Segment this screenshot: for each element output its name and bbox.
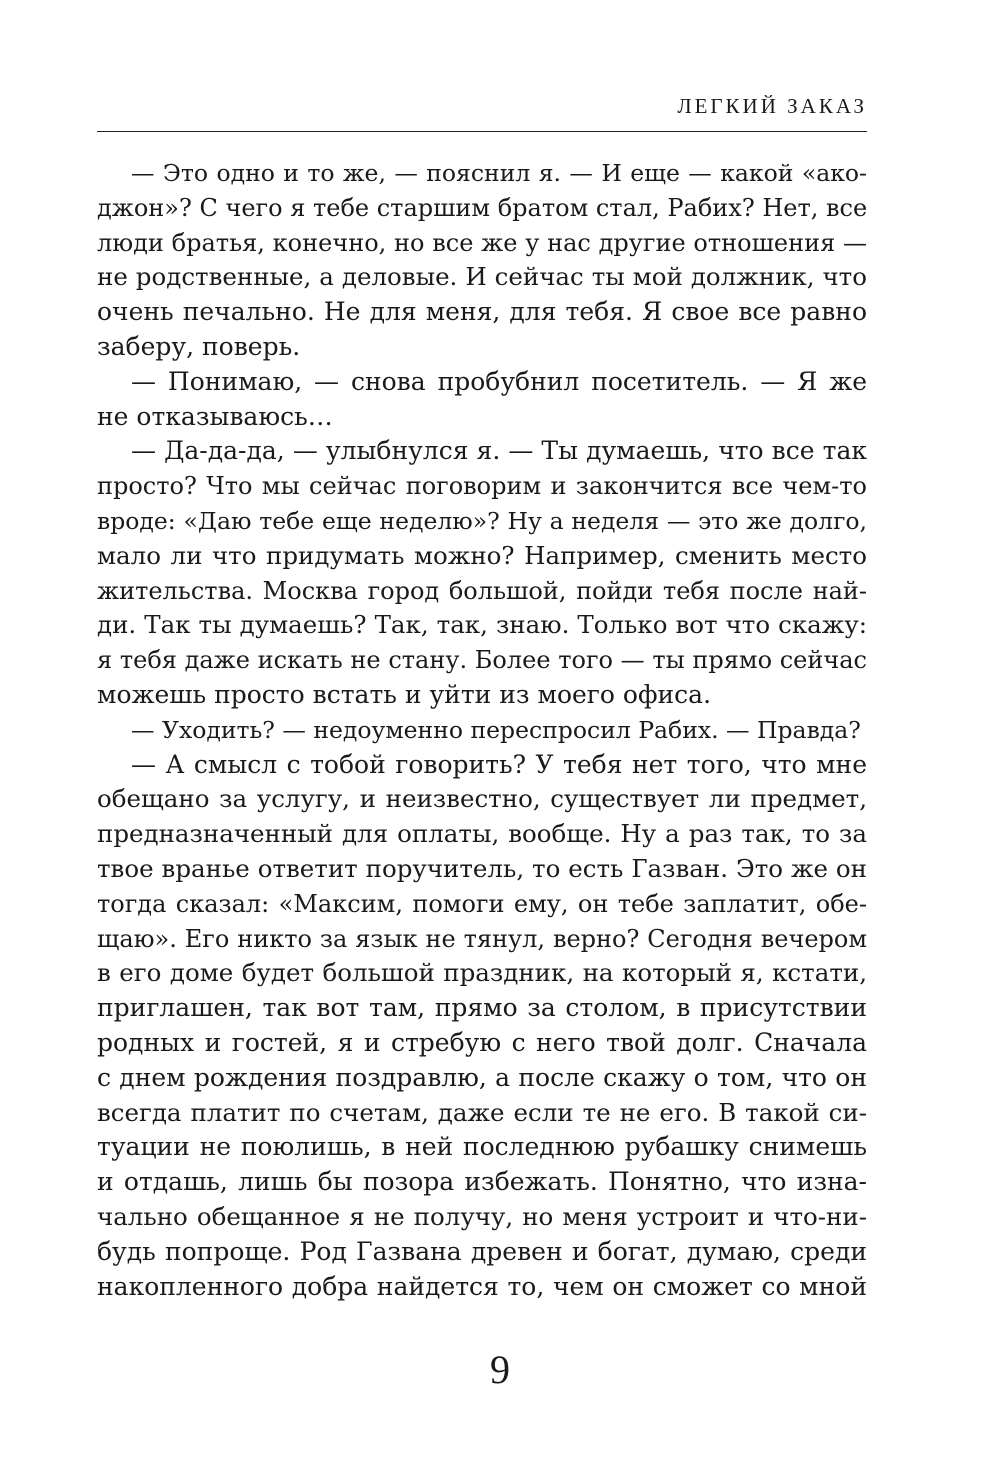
text-line: — Понимаю, — снова пробубнил посетитель. — Я же (131, 366, 867, 396)
text-line: — Да-да-да, — улыбнулся я. — Ты думаешь, что все так (131, 436, 867, 466)
text-line: — Уходить? — недоуменно переспросил Рабих. — Правда? (131, 715, 861, 744)
text-line: жительства. Москва город большой, пойди тебя после най- (97, 576, 867, 605)
page-number: 9 (490, 1347, 510, 1392)
text-line: люди братья, конечно, но все же у нас другие отношения — (97, 228, 867, 257)
text-line: предназначенный для оплаты, вообще. Ну а раз так, то за (97, 819, 867, 849)
text-line: твое вранье ответит поручитель, то есть Газван. Это же он (97, 853, 867, 883)
text-line: я тебя даже искать не стану. Более того — ты прямо сейчас (97, 646, 867, 675)
text-line: родных и гостей, я и стребую с него твой долг. Сначала (97, 1027, 867, 1057)
text-line: чально обещанное я не получу, но меня устроит и что-ни- (97, 1201, 867, 1231)
text-line: вроде: «Даю тебе еще неделю»? Ну а неделя — это же долго, (97, 506, 867, 535)
text-line: — А смысл с тобой говорить? У тебя нет того, что мне (131, 749, 867, 779)
body-text (97, 156, 867, 1304)
text-line: ди. Так ты думаешь? Так, так, знаю. Только вот что скажу: (97, 610, 867, 640)
text-line: с днем рождения поздравлю, а после скажу о том, что он (97, 1062, 867, 1092)
text-line: туации не поюлишь, в ней последнюю рубашку снимешь (97, 1132, 867, 1162)
header-divider (97, 131, 867, 132)
text-line: заберу, поверь. (97, 331, 301, 361)
text-line: приглашен, так вот там, прямо за столом, в присутствии (97, 993, 867, 1023)
text-line: будь попроще. Род Газвана древен и богат, думаю, среди (97, 1236, 867, 1266)
text-line: джон»? С чего я тебе старшим братом стал, Рабих? Нет, все (97, 193, 867, 222)
text-line: и отдашь, лишь бы позора избежать. Понятно, что изна- (97, 1167, 867, 1197)
text-line: щаю». Его никто за язык не тянул, верно? Сегодня вечером (97, 924, 867, 953)
running-header-title: ЛЕГКИЙ ЗАКАЗ (677, 94, 867, 118)
text-line: в его доме будет большой праздник, на который я, кстати, (97, 958, 867, 988)
text-line: не родственные, а деловые. И сейчас ты мой должник, что (97, 262, 867, 292)
text-line: очень печально. Не для меня, для тебя. Я свое все равно (97, 297, 867, 327)
text-line: не отказываюсь… (97, 401, 333, 431)
text-line: — Это одно и то же, — пояснил я. — И еще — какой «ако- (131, 159, 867, 187)
text-line: можешь просто встать и уйти из моего офиса. (97, 679, 712, 709)
text-line: обещано за услугу, и неизвестно, существует ли предмет, (97, 784, 867, 814)
text-line: мало ли что придумать можно? Например, сменить место (97, 540, 867, 570)
text-line: тогда сказал: «Максим, помоги ему, он тебе заплатит, обе- (97, 889, 867, 918)
text-line: просто? Что мы сейчас поговорим и закончится все чем-то (97, 472, 867, 501)
text-line: накопленного добра найдется то, чем он сможет со мной (97, 1271, 867, 1301)
text-line: всегда платит по счетам, даже если те не его. В такой си- (97, 1097, 867, 1127)
